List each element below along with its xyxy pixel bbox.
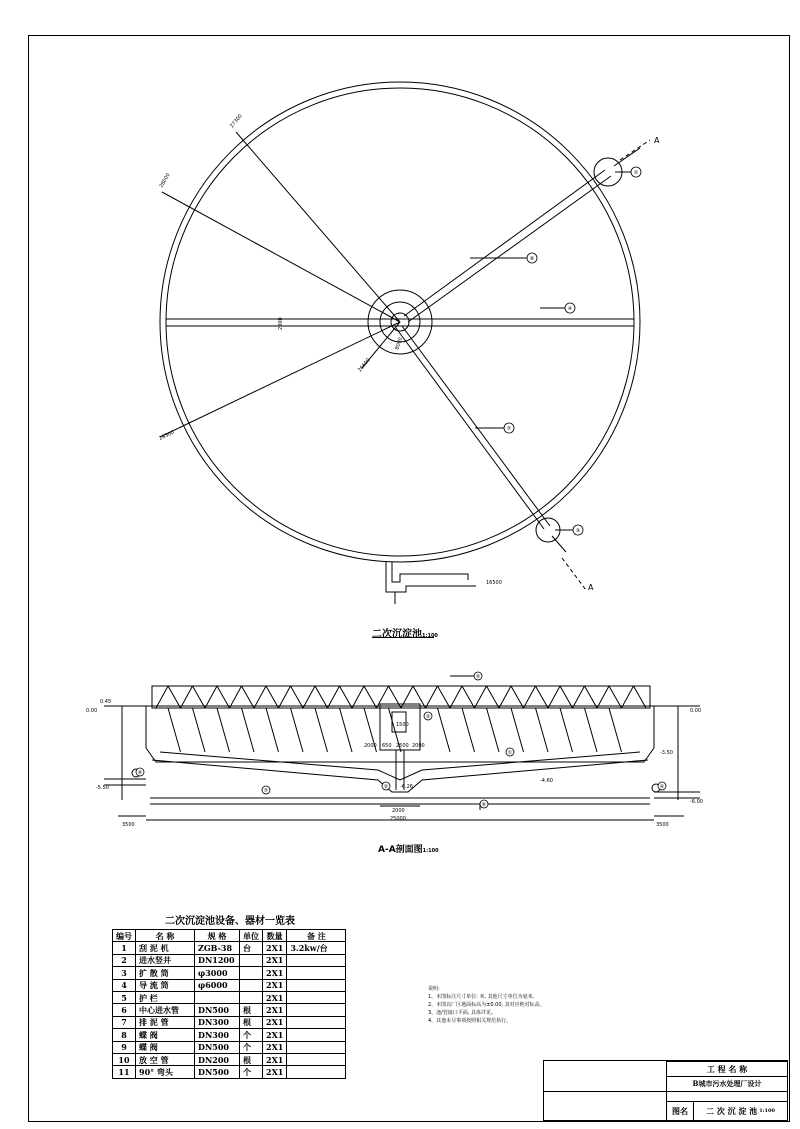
header-unit: 单位: [240, 930, 263, 942]
table-cell: 2X1: [263, 991, 287, 1003]
table-cell: DN200: [195, 1053, 240, 1065]
notes-heading: 说明:: [428, 986, 440, 992]
note-line: 1、本图标注尺寸单位: 米, 其他尺寸单位为毫米。: [428, 994, 538, 1000]
support-member: [193, 708, 206, 752]
truss-member: [413, 686, 426, 708]
support-member: [511, 708, 524, 752]
plan-dim-1: 27300: [228, 113, 244, 130]
balloon-7: ⑦: [506, 426, 512, 432]
support-member: [438, 708, 451, 752]
truss-member: [573, 686, 585, 708]
pipe-out-bottom: [552, 536, 566, 552]
note-line: 2、本图以厂区地面标高为±0.00, 其对应绝对标高。: [428, 1002, 545, 1008]
header-name: 名 称: [136, 930, 195, 942]
balloon-3: ③: [575, 528, 581, 534]
section-scale: 1:100: [422, 848, 439, 854]
section-title: [378, 842, 439, 855]
table-cell: 扩 散 筒: [136, 967, 195, 979]
plan-dim-7: 16500: [486, 580, 502, 586]
plan-scale: 1:100: [422, 633, 438, 639]
title-block: [543, 1060, 788, 1121]
truss-member: [352, 686, 364, 708]
section-balloon-6: ⑥: [481, 802, 487, 808]
table-cell: 进水竖井: [136, 954, 195, 966]
section-balloon-3: ③: [425, 714, 431, 720]
truss-member: [217, 686, 230, 708]
table-title: 二次沉淀池设备、器材一览表: [165, 916, 295, 927]
table-cell: 2X1: [263, 1066, 287, 1078]
table-cell: ZGB-38: [195, 942, 240, 954]
table-cell: 排 泥 管: [136, 1016, 195, 1028]
table-row: [113, 1016, 346, 1028]
dim-total: 25000: [390, 816, 406, 822]
note-line: 3、池/管接口平面, 具体详见。: [428, 1010, 497, 1016]
sludge-pipe-a: [396, 328, 544, 529]
dim-right: 3500: [656, 822, 669, 828]
truss-member: [156, 686, 168, 708]
truss-member: [511, 686, 524, 708]
table-row: [113, 1041, 346, 1053]
header-spec: 规 格: [195, 930, 240, 942]
table-row: [113, 954, 346, 966]
header-remark: 备 注: [287, 930, 346, 942]
truss-member: [193, 686, 206, 708]
table-cell: 导 流 筒: [136, 979, 195, 991]
table-cell: 中心进水管: [136, 1004, 195, 1016]
truss-member: [548, 686, 560, 708]
section-line-top: [620, 140, 650, 160]
dim-center: 2000: [392, 808, 405, 814]
inlet-pipe-a: [404, 170, 605, 316]
table-cell: 个: [240, 1066, 263, 1078]
mid-label-3: 2500: [396, 743, 409, 749]
table-cell: 1: [113, 942, 136, 954]
plan-dim-4: 26600: [356, 357, 372, 374]
truss-member: [205, 686, 217, 708]
table-row: [113, 1029, 346, 1041]
truss-member: [426, 686, 438, 708]
outlet-channel-a: [392, 562, 468, 582]
plan-dim-3: 28300: [158, 429, 176, 442]
balloon-8: ⑧: [529, 256, 535, 262]
table-cell: 2X1: [263, 942, 287, 954]
section-balloon-8: ⑧: [137, 770, 143, 776]
truss-member: [291, 686, 304, 708]
plan-dim-5: 2300: [278, 317, 284, 330]
truss-member: [487, 686, 500, 708]
table-cell: 7: [113, 1016, 136, 1028]
radial-dim-1: [236, 132, 400, 322]
table-cell: 蝶 阀: [136, 1041, 195, 1053]
table-cell: DN500: [195, 1066, 240, 1078]
table-cell: 2: [113, 954, 136, 966]
section-balloon-5: ⑤: [475, 674, 481, 680]
level-water: -3.50: [660, 750, 673, 756]
truss-member: [242, 686, 255, 708]
table-cell: [287, 967, 346, 979]
section-balloon-1: ①: [507, 750, 513, 756]
table-header-row: [113, 930, 346, 942]
truss-member: [315, 686, 328, 708]
table-cell: [287, 1066, 346, 1078]
table-cell: 个: [240, 1029, 263, 1041]
table-cell: 根: [240, 1004, 263, 1016]
mid-label-1: 2000: [364, 743, 377, 749]
table-cell: 护 栏: [136, 991, 195, 1003]
table-cell: 根: [240, 1016, 263, 1028]
table-cell: 放 空 管: [136, 1053, 195, 1065]
table-cell: [287, 1041, 346, 1053]
note-line: 4、其他未尽事项按照相关规范执行。: [428, 1018, 512, 1024]
truss-member: [438, 686, 451, 708]
table-cell: 5: [113, 991, 136, 1003]
plan-title-underline: [372, 637, 434, 638]
support-member: [609, 708, 622, 752]
section-line-bottom: [562, 558, 586, 590]
table-cell: [287, 954, 346, 966]
truss-member: [377, 686, 389, 708]
table-cell: 2X1: [263, 1029, 287, 1041]
mid-label-4: 2000: [412, 743, 425, 749]
table-cell: DN500: [195, 1004, 240, 1016]
table-cell: [240, 991, 263, 1003]
level-sludge: -4.60: [540, 778, 553, 784]
support-member: [536, 708, 549, 752]
table-cell: DN300: [195, 1016, 240, 1028]
section-balloon-10: ②: [383, 784, 389, 790]
level-ground-left: 0.00: [86, 708, 98, 714]
table-cell: 根: [240, 1053, 263, 1065]
truss-member: [450, 686, 462, 708]
table-cell: 90° 弯头: [136, 1066, 195, 1078]
truss-member: [536, 686, 549, 708]
support-member: [168, 708, 181, 752]
truss-member: [328, 686, 340, 708]
table-cell: 9: [113, 1041, 136, 1053]
table-cell: [287, 1029, 346, 1041]
table-cell: 10: [113, 1053, 136, 1065]
level-left-pipe: -5.50: [96, 785, 109, 791]
table-cell: DN500: [195, 1041, 240, 1053]
table-row: [113, 1004, 346, 1016]
table-cell: [287, 1053, 346, 1065]
truss-member: [634, 686, 647, 708]
truss-member: [524, 686, 536, 708]
balloon-2: ②: [633, 170, 639, 176]
notes: [428, 985, 545, 1025]
mid-label-2: 650: [382, 743, 392, 749]
section-mark-bottom: A: [588, 583, 594, 592]
truss-member: [609, 686, 622, 708]
table-cell: [240, 954, 263, 966]
radial-dim-3: [160, 322, 400, 437]
truss-member: [279, 686, 291, 708]
table-cell: 刮 泥 机: [136, 942, 195, 954]
table-cell: 2X1: [263, 954, 287, 966]
table-cell: 11: [113, 1066, 136, 1078]
table-cell: [287, 1004, 346, 1016]
balloon-4: ④: [567, 306, 573, 312]
dim-left: 3500: [122, 822, 135, 828]
plan-title-text: 二次沉淀池: [372, 629, 422, 640]
drawing-scale: 1:100: [759, 1108, 775, 1114]
table-row: [113, 1053, 346, 1065]
table-row: [113, 1066, 346, 1078]
table-cell: 3.2kw/台: [287, 942, 346, 954]
table-cell: 个: [240, 1041, 263, 1053]
table-cell: 4: [113, 979, 136, 991]
truss-member: [475, 686, 487, 708]
table-cell: 2X1: [263, 1004, 287, 1016]
table-cell: 3: [113, 967, 136, 979]
table-cell: 2X1: [263, 1053, 287, 1065]
truss-member: [401, 686, 413, 708]
section-mark-top: A: [654, 136, 660, 145]
pipe-out-top: [614, 148, 640, 166]
plan-dim-6: 8000: [394, 336, 405, 351]
truss-member: [181, 686, 193, 708]
title-block-spacer: [544, 1091, 667, 1102]
table-cell: 2X1: [263, 967, 287, 979]
truss-member: [499, 686, 511, 708]
tank-shell: [146, 706, 654, 762]
sloped-floor-top: [160, 752, 640, 780]
truss-member: [597, 686, 609, 708]
section-balloon-7: ⑦: [263, 788, 269, 794]
table-cell: φ3000: [195, 967, 240, 979]
table-cell: 2X1: [263, 1041, 287, 1053]
drawing-label: 图名: [666, 1101, 694, 1121]
truss-member: [230, 686, 242, 708]
table-cell: 2X1: [263, 1016, 287, 1028]
table-cell: [195, 991, 240, 1003]
level-ground-right: 0.00: [690, 708, 702, 714]
table-cell: 2X1: [263, 979, 287, 991]
level-bottom: -6.26: [400, 784, 413, 790]
support-member: [217, 708, 230, 752]
project-label: 工 程 名 称: [666, 1061, 788, 1077]
header-no: 编号: [113, 930, 136, 942]
section-title-text: A-A剖面图: [378, 845, 423, 855]
truss-member: [303, 686, 315, 708]
inlet-pipe-b: [408, 176, 611, 322]
table-row: [113, 979, 346, 991]
table-cell: [287, 991, 346, 1003]
truss-member: [389, 686, 402, 708]
truss-member: [168, 686, 181, 708]
table-cell: [240, 979, 263, 991]
truss-member: [560, 686, 573, 708]
level-top: 0.45: [100, 699, 112, 705]
truss-member: [585, 686, 598, 708]
support-member: [266, 708, 279, 752]
drawing-name: 二 次 沉 淀 池: [706, 1105, 758, 1116]
table-cell: 8: [113, 1029, 136, 1041]
level-right-pipe: -6.00: [690, 799, 703, 805]
table-cell: 台: [240, 942, 263, 954]
truss-member: [340, 686, 353, 708]
support-member: [315, 708, 328, 752]
table-cell: 6: [113, 1004, 136, 1016]
inlet-label: 1500: [396, 722, 409, 728]
support-member: [291, 708, 304, 752]
table-row: [113, 942, 346, 954]
support-member: [585, 708, 598, 752]
radial-dim-2: [162, 192, 400, 322]
table-cell: [287, 1016, 346, 1028]
support-member: [242, 708, 255, 752]
project-name: B城市污水处理厂设计: [666, 1076, 788, 1092]
equipment-table: [112, 929, 346, 1079]
section-balloon-9: ④: [659, 784, 665, 790]
support-member: [462, 708, 475, 752]
truss-member: [254, 686, 266, 708]
table-cell: DN300: [195, 1029, 240, 1041]
sludge-pipe-b: [402, 326, 550, 526]
support-member: [340, 708, 353, 752]
table-cell: [240, 967, 263, 979]
table-cell: DN1200: [195, 954, 240, 966]
table-cell: [287, 979, 346, 991]
drawing-name-cell: [693, 1101, 788, 1121]
table-cell: φ6000: [195, 979, 240, 991]
truss-member: [364, 686, 377, 708]
table-row: [113, 991, 346, 1003]
table-row: [113, 967, 346, 979]
truss-member: [266, 686, 279, 708]
truss-member: [462, 686, 475, 708]
truss-member: [622, 686, 634, 708]
plan-dim-2: 28000: [158, 172, 172, 189]
header-qty: 数量: [263, 930, 287, 942]
support-member: [560, 708, 573, 752]
bridge-truss: [152, 686, 650, 708]
support-member: [487, 708, 500, 752]
table-cell: 蝶 阀: [136, 1029, 195, 1041]
